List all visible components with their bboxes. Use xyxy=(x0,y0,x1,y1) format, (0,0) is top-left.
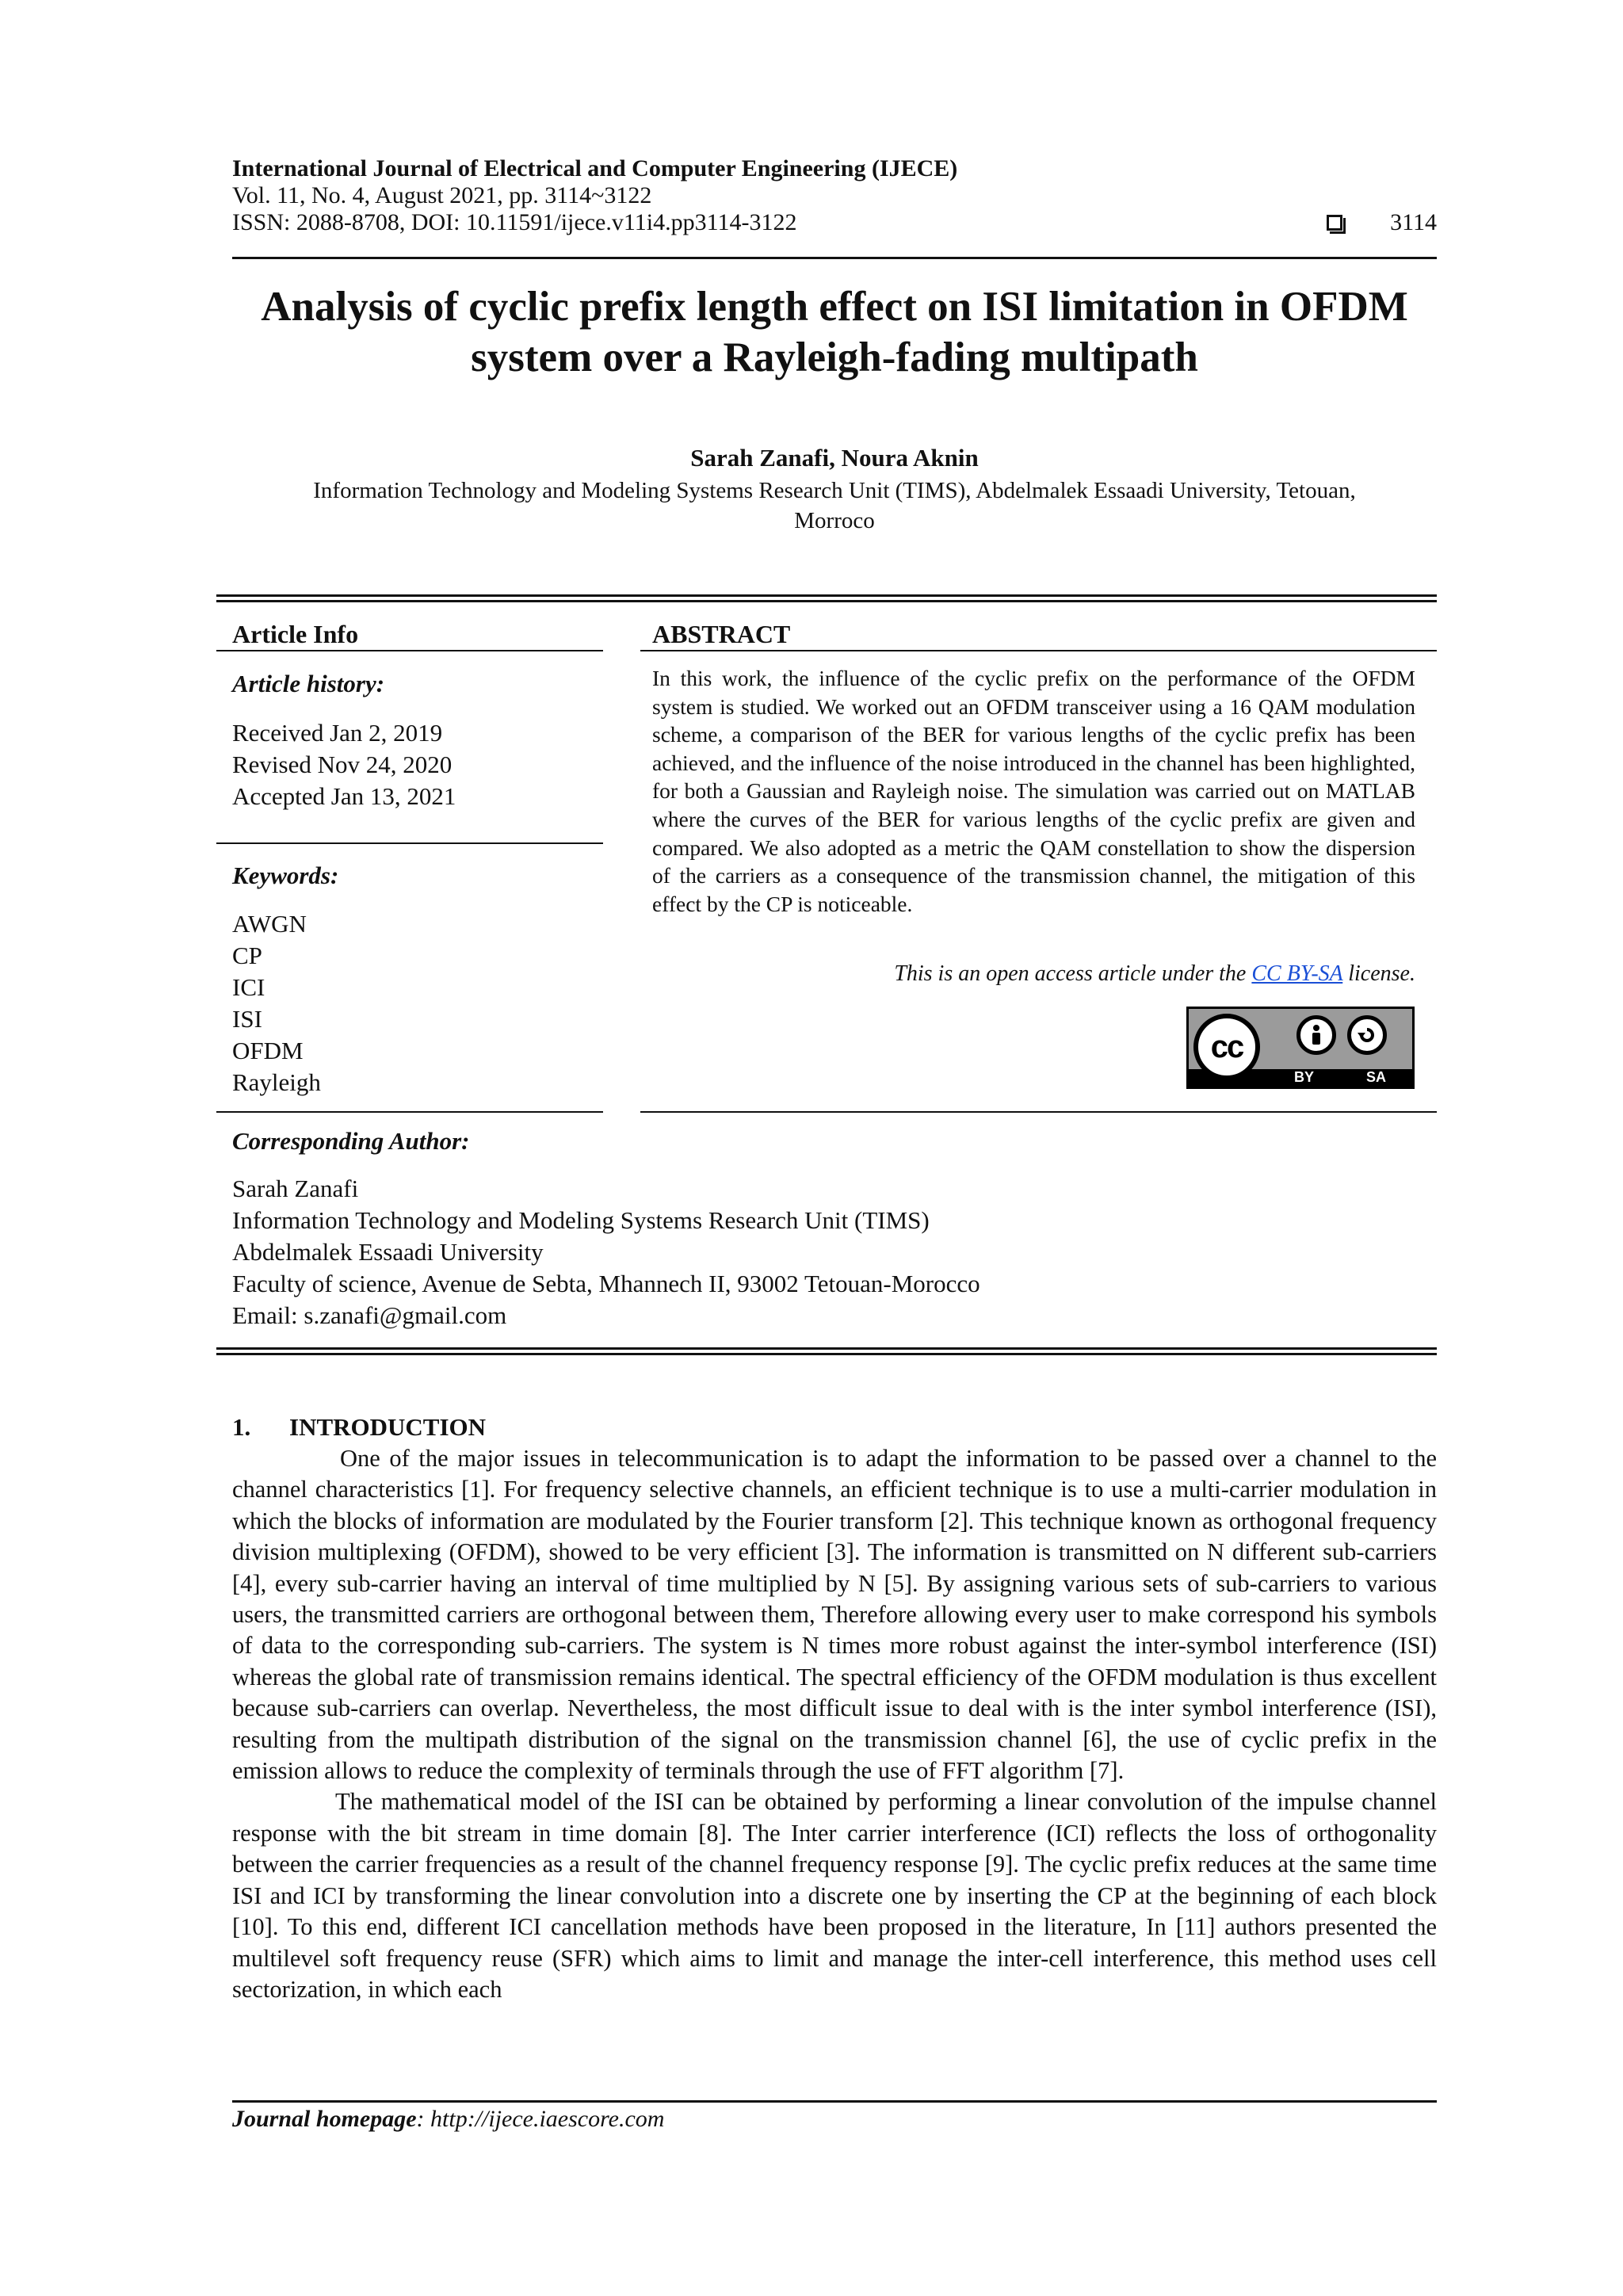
history-accepted: Accepted Jan 13, 2021 xyxy=(232,782,456,810)
authors: Sarah Zanafi, Noura Aknin xyxy=(690,444,979,472)
abstract-bottom-rule xyxy=(640,1111,1437,1113)
keywords-rule xyxy=(216,1111,603,1113)
footer-rule xyxy=(232,2100,1437,2103)
section-title: INTRODUCTION xyxy=(289,1413,487,1441)
history-revised: Revised Nov 24, 2020 xyxy=(232,751,453,778)
corr-unit: Information Technology and Modeling Systems Research Unit (TIMS) xyxy=(232,1206,930,1234)
corresponding-author xyxy=(232,1125,1437,1331)
share-alike-icon xyxy=(1347,1015,1387,1055)
volume-line: Vol. 11, No. 4, August 2021, pp. 3114~3122 xyxy=(232,182,652,208)
header-right xyxy=(1327,209,1437,236)
badge-by-label: BY xyxy=(1293,1069,1314,1085)
corr-address: Faculty of science, Avenue de Sebta, Mhannech II, 93002 Tetouan-Morocco xyxy=(232,1270,980,1297)
corresponding-label: Corresponding Author: xyxy=(232,1127,470,1155)
page-number: 3114 xyxy=(1390,209,1437,235)
keyword: AWGN xyxy=(232,910,307,938)
cc-icon: cc xyxy=(1193,1014,1260,1080)
cc-by-sa-link[interactable]: CC BY-SA xyxy=(1251,961,1343,986)
abstract-heading: ABSTRACT xyxy=(652,620,791,648)
keyword: OFDM xyxy=(232,1037,304,1064)
paper-title: Analysis of cyclic prefix length effect on ISI limitation in OFDM system over a Rayleigh-fading multipath xyxy=(261,284,1408,380)
corr-name: Sarah Zanafi xyxy=(232,1175,359,1202)
article-history-list xyxy=(232,717,456,812)
info-top-rule xyxy=(216,594,1437,602)
issn-line: ISSN: 2088-8708, DOI: 10.11591/ijece.v11i4.pp3114-3122 xyxy=(232,209,797,235)
corr-email: Email: s.zanafi@gmail.com xyxy=(232,1301,507,1329)
license-prefix: This is an open access article under the xyxy=(894,961,1252,986)
article-info-heading: Article Info xyxy=(232,620,359,648)
affiliation: Information Technology and Modeling Systems Research Unit (TIMS), Abdelmalek Essaadi University, Tetouan, Morroco xyxy=(313,478,1356,533)
paragraph: The mathematical model of the ISI can be obtained by performing a linear convolution of the impulse channel response with the bit stream in time domain [8]. The Inter carrier interference (ICI) reflects the loss of orthogonality between the carrier frequencies as a result of the channel frequency response [9]. The cyclic prefix reduces at the same time ISI and ICI by transforming the linear convolution into a discrete one by inserting the CP at the beginning of each block [10]. To this end, different ICI cancellation methods have been proposed in the literature, In [11] authors presented the multilevel soft frequency reuse (SFR) which aims to limit and manage the inter-cell interference, this method uses cell sectorization, in which each xyxy=(232,1788,1437,2003)
abstract-text: In this work, the influence of the cyclic prefix on the performance of the OFDM system is studied. We worked out an OFDM transceiver using a 16 QAM modulation scheme, a comparison of the BER for various lengths of the cyclic prefix has been achieved, and the influence of the noise introduced in the channel has been highlighted, for both a Gaussian and Rayleigh noise. The simulation was carried out on MATLAB where the curves of the BER for various lengths of the cyclic prefix are given and compared. We also adopted as a metric the QAM constellation to show the dispersion of the carriers as a consequence of the transmission channel, the mitigation of this effect by the CP is noticeable. xyxy=(652,666,1415,916)
license-line xyxy=(652,961,1415,987)
journal-header xyxy=(232,155,1437,236)
corr-university: Abdelmalek Essaadi University xyxy=(232,1238,544,1266)
section-body xyxy=(232,1443,1437,2005)
license-suffix: license. xyxy=(1342,961,1415,986)
keyword: ISI xyxy=(232,1005,262,1033)
header-rule xyxy=(232,257,1437,259)
history-rule xyxy=(216,842,603,844)
keywords-label: Keywords: xyxy=(232,861,339,889)
attribution-icon xyxy=(1296,1015,1336,1055)
cc-by-sa-badge[interactable] xyxy=(1186,1007,1415,1089)
footer xyxy=(232,2106,664,2133)
paragraph: One of the major issues in telecommunication is to adapt the information to be passed over a channel to the channel characteristics [1]. For frequency selective channels, an efficient technique is to use a multi-carrier modulation in which the blocks of information are modulated by the Fourier transform [2]. This technique known as orthogonal frequency division multiplexing (OFDM), showed to be very efficient [3]. The information is transmitted on N different sub-carriers [4], every sub-carrier having an interval of time multiplied by N [5]. By assigning various sets of sub-carriers to various users, the transmitted carriers are orthogonal between them, Therefore allowing every user to make correspond his symbols of data to the corresponding sub-carriers. The system is N times more robust against the inter-symbol interference (ISI) whereas the global rate of transmission remains identical. The spectral efficiency of the OFDM modulation is thus excellent because sub-carriers can overlap. Nevertheless, the most difficult issue to deal with is the inter symbol interference (ISI), resulting from the multipath distribution of the signal on the transmission channel [6], the use of cyclic prefix in the emission allows to reduce the complexity of terminals through the use of FFT algorithm [7]. xyxy=(232,1445,1437,1785)
square-bullet-icon xyxy=(1327,215,1342,231)
keyword: Rayleigh xyxy=(232,1068,321,1096)
history-received: Received Jan 2, 2019 xyxy=(232,719,443,747)
section-heading xyxy=(232,1413,486,1442)
badge-sa-label: SA xyxy=(1365,1069,1386,1085)
article-history-label: Article history: xyxy=(232,670,385,697)
article-info-rule xyxy=(216,650,603,651)
homepage-url[interactable]: : http://ijece.iaescore.com xyxy=(416,2106,665,2132)
homepage-label: Journal homepage xyxy=(232,2106,417,2132)
keyword: CP xyxy=(232,942,262,969)
info-bottom-rule xyxy=(216,1347,1437,1355)
journal-name: International Journal of Electrical and Computer Engineering (IJECE) xyxy=(232,155,958,181)
abstract-rule xyxy=(640,650,1437,651)
keyword: ICI xyxy=(232,973,265,1001)
section-number: 1. xyxy=(232,1413,251,1441)
keywords-list xyxy=(232,908,321,1098)
